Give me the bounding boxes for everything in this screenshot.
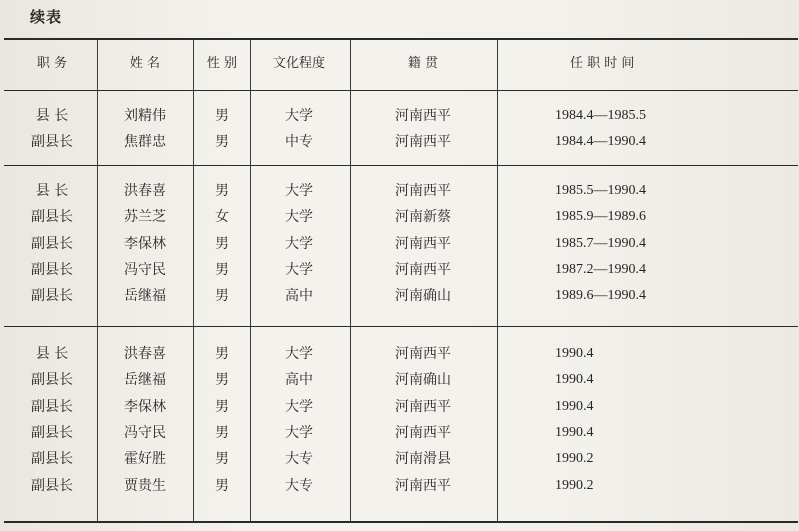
cell-term: 1989.6—1990.4 bbox=[555, 288, 646, 304]
cell-hometown: 河南西平 bbox=[395, 398, 451, 415]
cell-education: 中专 bbox=[285, 134, 313, 151]
cell-term: 1990.2 bbox=[555, 477, 594, 493]
cell-name: 贾贵生 bbox=[124, 477, 166, 494]
cell-name: 刘精伟 bbox=[124, 108, 166, 124]
cell-hometown: 河南确山 bbox=[395, 288, 451, 305]
cell-education: 大专 bbox=[285, 451, 313, 468]
cell-sex: 男 bbox=[215, 183, 229, 199]
column-divider bbox=[97, 40, 98, 521]
cell-title: 副县长 bbox=[31, 235, 73, 252]
cell-title: 副县长 bbox=[31, 261, 73, 278]
cell-hometown: 河南西平 bbox=[395, 235, 451, 252]
cell-name: 洪春喜 bbox=[124, 346, 166, 362]
cell-name: 岳继福 bbox=[124, 372, 166, 389]
cell-sex: 男 bbox=[215, 288, 229, 305]
cell-education: 高中 bbox=[285, 288, 313, 305]
cell-sex: 男 bbox=[215, 346, 229, 362]
column-divider bbox=[250, 40, 251, 521]
cell-sex: 女 bbox=[215, 209, 229, 226]
cell-hometown: 河南西平 bbox=[395, 134, 451, 151]
cell-hometown: 河南西平 bbox=[395, 424, 451, 441]
cell-sex: 男 bbox=[215, 451, 229, 468]
cell-hometown: 河南西平 bbox=[395, 477, 451, 494]
cell-term: 1985.5—1990.4 bbox=[555, 183, 646, 198]
cell-title: 副县长 bbox=[31, 134, 73, 151]
cell-title: 副县长 bbox=[31, 477, 73, 494]
cell-name: 冯守民 bbox=[124, 424, 166, 441]
cell-hometown: 河南确山 bbox=[395, 372, 451, 389]
cell-education: 大学 bbox=[285, 346, 313, 362]
cell-title: 县 长 bbox=[35, 346, 69, 362]
cell-name: 霍好胜 bbox=[124, 451, 166, 468]
cell-sex: 男 bbox=[215, 372, 229, 389]
cell-education: 大学 bbox=[285, 424, 313, 441]
cell-title: 副县长 bbox=[31, 372, 73, 389]
cell-sex: 男 bbox=[215, 134, 229, 151]
cell-hometown: 河南西平 bbox=[395, 183, 451, 199]
cell-sex: 男 bbox=[215, 108, 229, 124]
cell-sex: 男 bbox=[215, 261, 229, 278]
cell-term: 1984.4—1990.4 bbox=[555, 134, 646, 150]
cell-term: 1990.4 bbox=[555, 398, 594, 414]
column-divider bbox=[193, 40, 194, 521]
cell-title: 副县长 bbox=[31, 424, 73, 441]
cell-education: 大学 bbox=[285, 108, 313, 124]
header-title: 职 务 bbox=[36, 56, 68, 71]
table-bottom-rule bbox=[4, 521, 798, 523]
cell-term: 1990.4 bbox=[555, 372, 594, 388]
cell-education: 大学 bbox=[285, 183, 313, 199]
cell-term: 1984.4—1985.5 bbox=[555, 108, 646, 123]
cell-hometown: 河南滑县 bbox=[395, 451, 451, 468]
cell-education: 大学 bbox=[285, 209, 313, 226]
header-sex: 性 别 bbox=[206, 56, 238, 71]
cell-sex: 男 bbox=[215, 424, 229, 441]
cell-sex: 男 bbox=[215, 398, 229, 415]
cell-term: 1987.2—1990.4 bbox=[555, 261, 646, 277]
cell-education: 大学 bbox=[285, 261, 313, 278]
cell-title: 副县长 bbox=[31, 209, 73, 226]
cell-education: 大学 bbox=[285, 398, 313, 415]
header-hometown: 籍 贯 bbox=[407, 56, 439, 71]
cell-term: 1985.9—1989.6 bbox=[555, 209, 646, 225]
cell-name: 焦群忠 bbox=[124, 134, 166, 151]
cell-title: 副县长 bbox=[31, 398, 73, 415]
cell-name: 冯守民 bbox=[124, 261, 166, 278]
cell-title: 县 长 bbox=[35, 183, 69, 199]
header-bottom-rule bbox=[4, 90, 798, 91]
cell-sex: 男 bbox=[215, 477, 229, 494]
header-name: 姓 名 bbox=[129, 56, 161, 71]
table-caption: 续表 bbox=[30, 8, 63, 26]
header-education: 文化程度 bbox=[272, 56, 325, 71]
column-divider bbox=[497, 40, 498, 521]
header-term: 任 职 时 间 bbox=[570, 56, 635, 71]
cell-term: 1990.4 bbox=[555, 424, 594, 440]
cell-title: 副县长 bbox=[31, 451, 73, 468]
cell-hometown: 河南新蔡 bbox=[395, 209, 451, 226]
cell-hometown: 河南西平 bbox=[395, 261, 451, 278]
cell-sex: 男 bbox=[215, 235, 229, 252]
cell-title: 县 长 bbox=[35, 108, 69, 124]
cell-term: 1985.7—1990.4 bbox=[555, 235, 646, 251]
cell-name: 苏兰芝 bbox=[124, 209, 166, 226]
cell-education: 大学 bbox=[285, 235, 313, 252]
group-divider-1 bbox=[4, 165, 798, 166]
cell-name: 李保林 bbox=[124, 235, 166, 252]
cell-name: 李保林 bbox=[124, 398, 166, 415]
group-divider-2 bbox=[4, 326, 798, 327]
cell-education: 大专 bbox=[285, 477, 313, 494]
cell-term: 1990.4 bbox=[555, 346, 594, 361]
column-divider bbox=[350, 40, 351, 521]
cell-hometown: 河南西平 bbox=[395, 108, 451, 124]
table-top-rule bbox=[4, 38, 798, 40]
cell-name: 岳继福 bbox=[124, 288, 166, 305]
cell-education: 高中 bbox=[285, 372, 313, 389]
cell-hometown: 河南西平 bbox=[395, 346, 451, 362]
cell-name: 洪春喜 bbox=[124, 183, 166, 199]
cell-title: 副县长 bbox=[31, 288, 73, 305]
cell-term: 1990.2 bbox=[555, 451, 594, 467]
